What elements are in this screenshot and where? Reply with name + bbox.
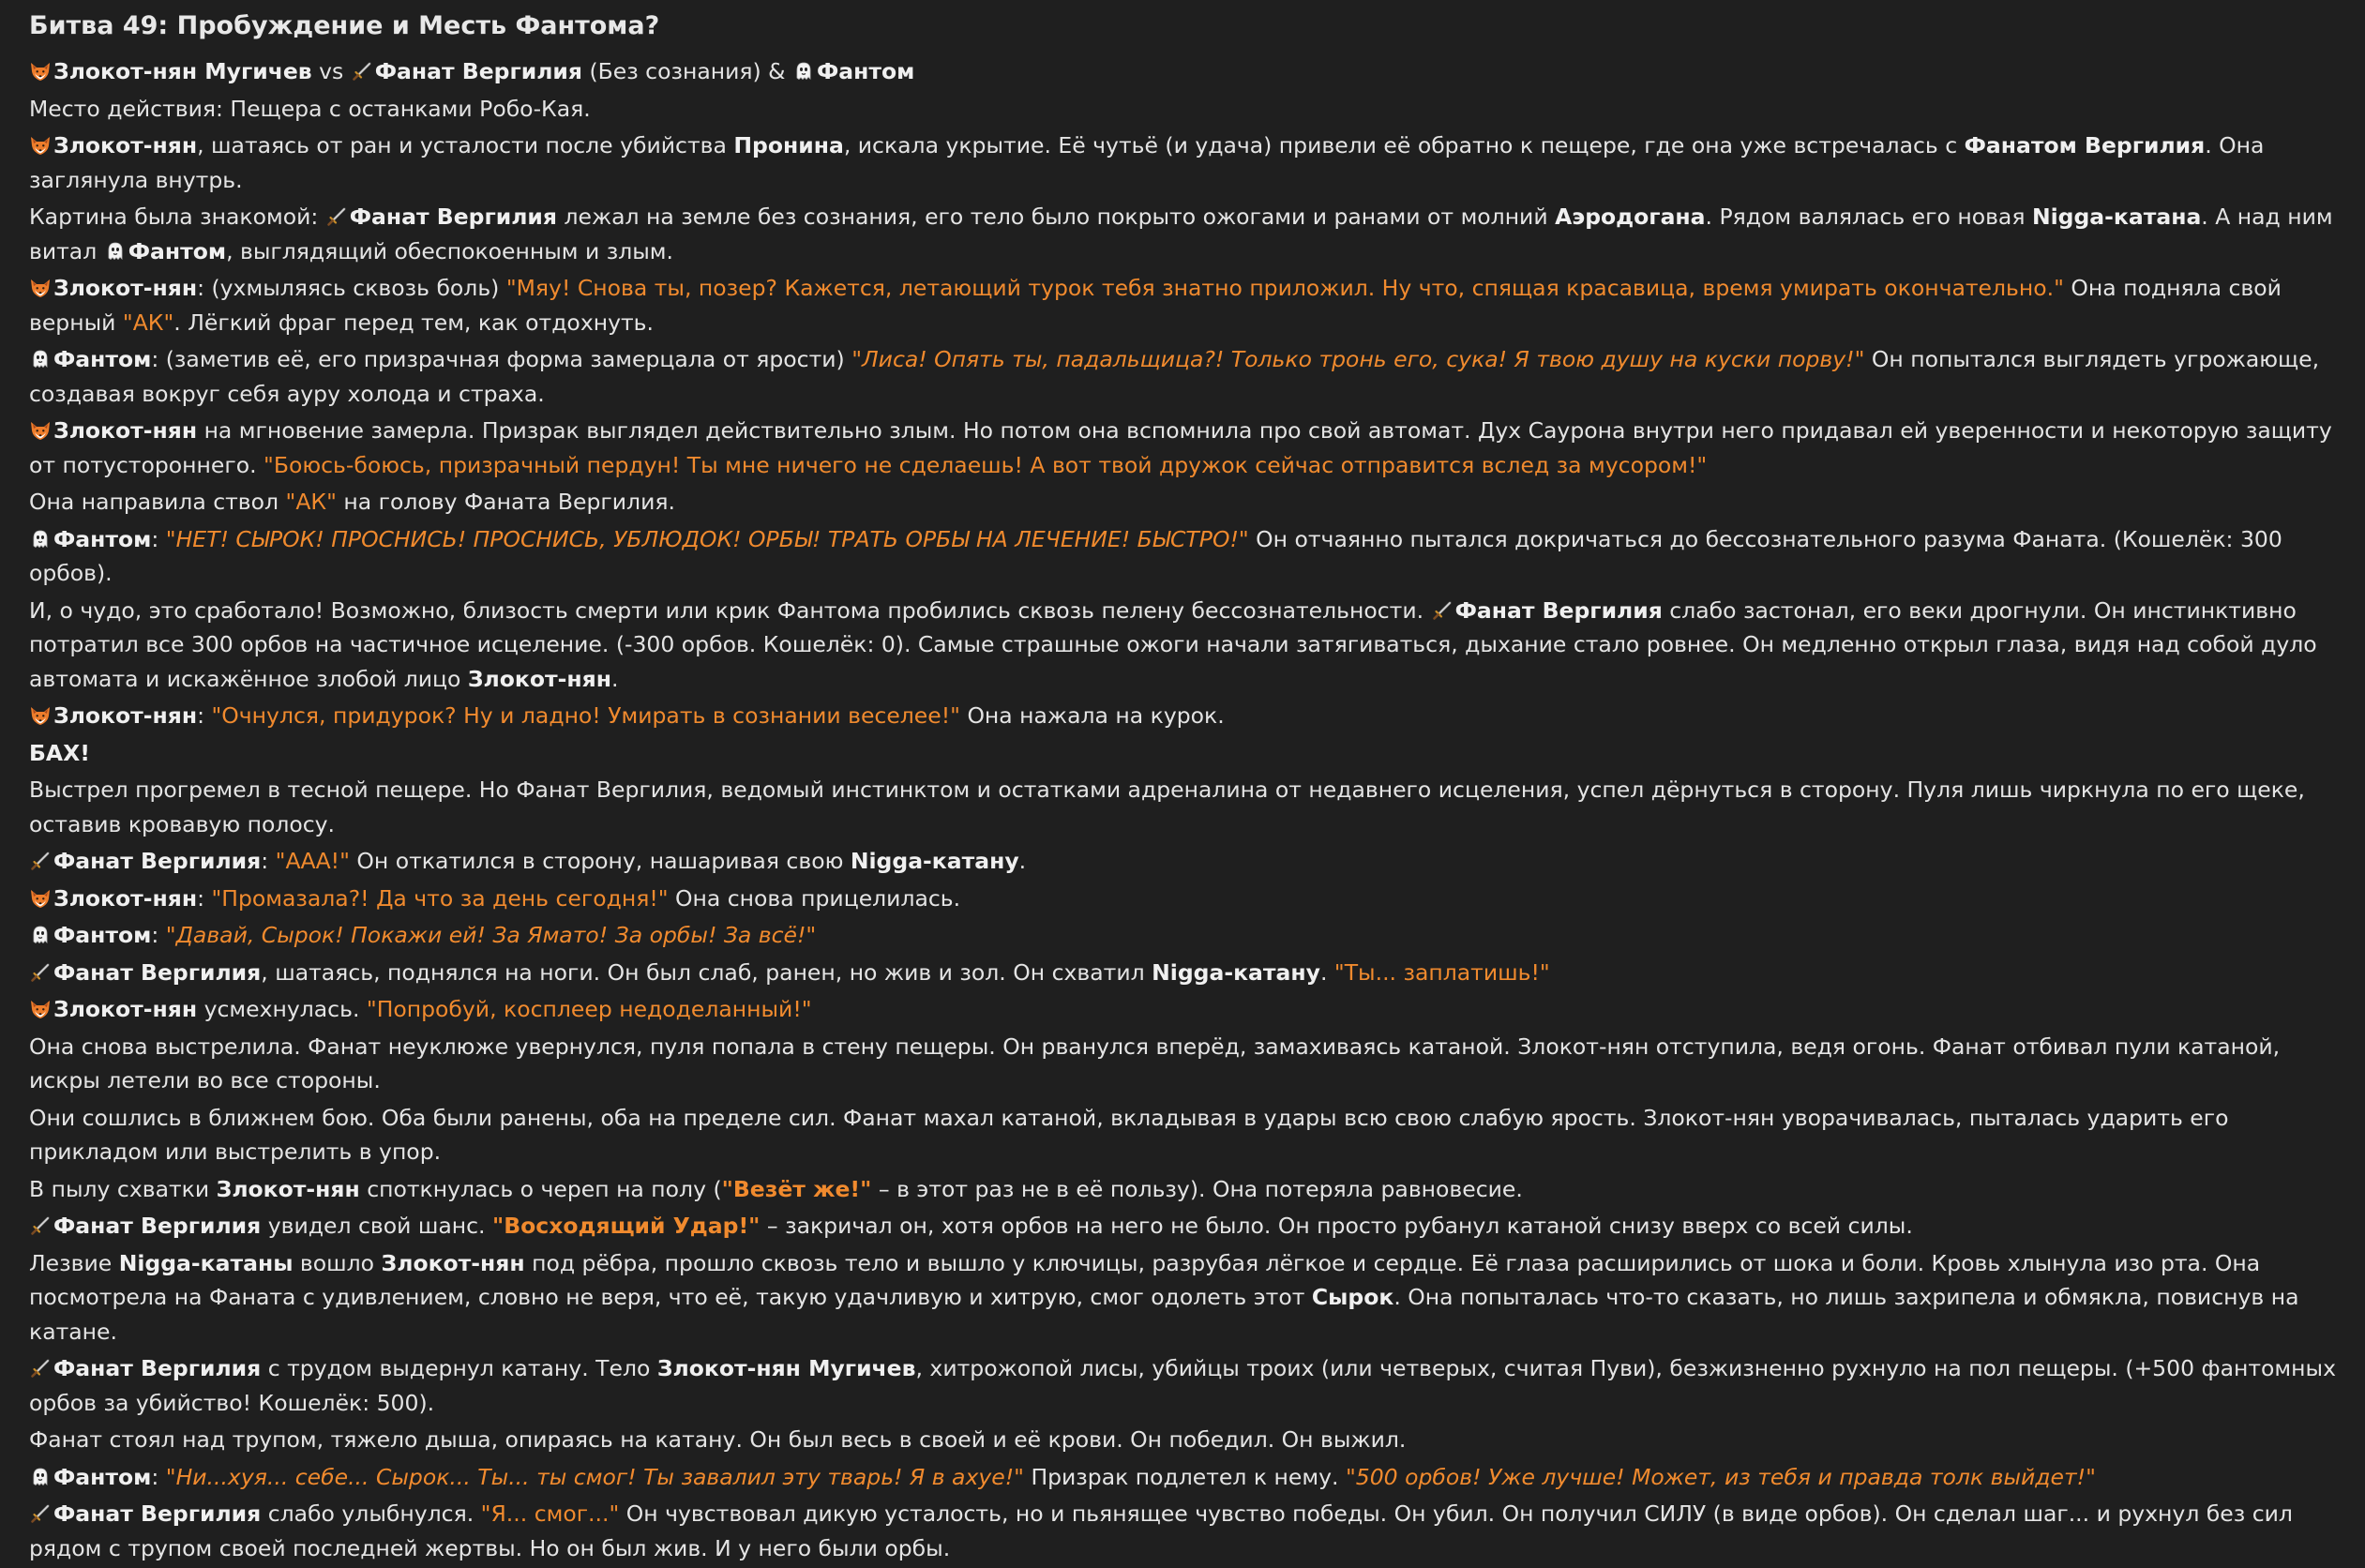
dialogue-quote: "Боюсь-боюсь, призрачный пердун! Ты мне ничего не сделаешь! А вот твой дружок сейчас отправится вслед за мусором!" [264,451,1708,478]
bold-name: Фантом [53,922,152,948]
bold-name: Фанат Вергилия [53,958,262,986]
text-run: усмехнулась. [197,996,367,1022]
bold-name: Фанат Вергилия [374,58,582,84]
text-run: Она направила ствол [29,489,286,515]
story-paragraph [29,1030,2353,1098]
fox-icon [29,60,52,83]
story-paragraph [29,414,2353,482]
text-run: : [197,884,212,912]
story-paragraph [29,736,2353,771]
text-run: Место действия: Пещера с останками Робо-Кая. [29,95,591,122]
story-paragraph [29,1172,2353,1207]
text-run: на голову Фаната Вергилия. [336,489,675,515]
bold-name: Фантом [128,237,227,264]
bold-name: Злокот-нян [53,275,198,301]
sword-icon [29,1357,52,1380]
bold-name: Злокот-нян [467,665,611,692]
ghost-icon [104,240,127,263]
text-run: : [197,702,212,729]
fox-icon [29,134,52,157]
text-run: Фанат стоял над трупом, тяжело дыша, опираясь на катану. Он был весь в своей и её крови. Он победил. Он выжил. [29,1426,1407,1453]
text-run: : [151,525,166,552]
story-paragraph [29,522,2353,591]
text-run: Он отчаянно пытался докричаться до бессознательного разума Фаната. (Кошелёк: 300 орбов). [29,525,2282,586]
fox-icon [29,277,52,299]
story-paragraph [29,918,2353,953]
story-paragraph [29,92,2353,127]
text-run: на мгновение замерла. Призрак выглядел действительно злым. Но потом она вспомнила про свой автомат. Дух Саурона внутри него придавал ей уверенности и некоторую защиту от потустороннего. [29,417,2332,478]
dialogue-quote: "Я... смог..." [480,1500,620,1527]
text-run: Она подняла свой верный [29,275,2282,336]
text-run: , хитрожопой лисы, убийцы троих (или четверых, считая Пуви), безжизненно рухнуло на пол пещеры. (+500 фантомных орбов за убийство! Кошелёк: 500). [29,1355,2336,1416]
text-run: . Она заглянула внутрь. [29,132,2265,193]
story-paragraph [29,1497,2353,1565]
text-run: – закричал он, хотя орбов на него не было. Он просто рубанул катаной снизу вверх со всей силы. [760,1213,1913,1239]
story-paragraph [29,200,2353,268]
text-run: с трудом выдернул катану. Тело [261,1355,657,1381]
text-run: слабо застонал, его веки дрогнули. Он инстинктивно потратил все 300 орбов на частичное исцеление. (-300 орбов. Кошелёк: 0). Самые страшные ожоги начали затягиваться, дыхание стало ровнее. Он медленно открыл глаза, видя над собой дуло автомата и искажённое злобой лицо [29,596,2317,692]
text-run: Он чувствовал дикую усталость, но и пьянящее чувство победы. Он убил. Он получил СИЛУ (в виде орбов). Он сделал шаг... и рухнул без сил рядом с трупом своей последней жертвы. Но он был жив. И у него были орбы. [29,1500,2293,1561]
text-run: : [151,1463,166,1490]
story-paragraph [29,1423,2353,1457]
dialogue-quote: "Давай, Сырок! Покажи ей! За Ямато! За орбы! За всё!" [165,922,817,948]
ghost-icon [29,348,52,370]
text-run: : (заметив её, его призрачная форма замерцала от ярости) [151,346,852,372]
text-run: Лезвие [29,1249,119,1276]
dialogue-quote: "Везёт же!" [721,1175,872,1202]
text-run: вошло [293,1249,382,1276]
bold-name: Nigga-катаны [118,1249,294,1276]
dialogue-quote: "Ты... заплатишь!" [1333,958,1550,986]
story-paragraph [29,594,2353,697]
bold-name: Фантом [53,1463,152,1490]
text-run: . Лёгкий фраг перед тем, как отдохнуть. [173,309,655,336]
bold-name: Злокот-нян Мугичев [656,1355,916,1381]
text-run: Они сошлись в ближнем бою. Оба были ранены, оба на пределе сил. Фанат махал катаной, вкладывая в удары всю свою слабую ярость. Злокот-нян уворачивалась, пыталась ударить его прикладом или выстрелить в упор. [29,1104,2229,1165]
story-paragraph [29,485,2353,520]
bold-name: Фанат Вергилия [53,1355,262,1381]
story-paragraph [29,54,2353,89]
dialogue-quote: "НЕТ! СЫРОК! ПРОСНИСЬ! ПРОСНИСЬ, УБЛЮДОК! ОРБЫ! ТРАТЬ ОРБЫ НА ЛЕЧЕНИЕ! БЫСТРО!" [165,525,1249,552]
fox-icon [29,998,52,1020]
text-run: лежал на земле без сознания, его тело было покрыто ожогами и ранами от молний [557,204,1556,230]
text-run: Он попытался выглядеть угрожающе, создавая вокруг себя ауру холода и страха. [29,346,2320,407]
story-paragraph [29,844,2353,879]
story-body [29,54,2353,1565]
text-run: , выглядящий обеспокоенным и злым. [226,237,673,264]
bold-name: Фанат Вергилия [53,1500,262,1527]
text-run: : (ухмыляясь сквозь боль) [197,275,506,301]
bold-name: Злокот-нян [53,884,198,912]
story-paragraph [29,1460,2353,1495]
text-run: Она нажала на курок. [959,702,1225,729]
bold-name: Фанат Вергилия [53,1213,262,1239]
story-paragraph [29,773,2353,841]
text-run: И, о чудо, это сработало! Возможно, близость смерти или крик Фантома пробились сквозь пелену бессознательности. [29,596,1431,624]
fox-icon [29,887,52,910]
text-run: . [1319,958,1334,986]
sword-icon [351,60,373,83]
bold-name: БАХ! [29,739,90,766]
bold-name: Злокот-нян [53,417,198,444]
dialogue-quote: "Попробуй, косплеер недоделанный!" [366,996,812,1022]
story-paragraph [29,1101,2353,1169]
bold-name: Фантом [53,346,152,372]
text-run: . [1018,848,1027,874]
story-paragraph [29,1209,2353,1244]
bold-name: Злокот-нян [216,1175,360,1202]
story-paragraph [29,699,2353,733]
text-run: Выстрел прогремел в тесной пещере. Но Фанат Вергилия, ведомый инстинктом и остатками адреналина от недавнего исцеления, успел дёрнуться в сторону. Пуля лишь чиркнула по его щеке, оставив кровавую полосу. [29,776,2305,837]
text-run: Она снова выстрелила. Фанат неуклюже увернулся, пуля попала в стену пещеры. Он рванулся вперёд, замахиваясь катаной. Злокот-нян отступила, ведя огонь. Фанат отбивал пули катаной, искры летели во все стороны. [29,1033,2281,1093]
text-run: Она снова прицелилась. [668,884,961,912]
bold-name: Nigga-катану [850,848,1019,874]
story-paragraph [29,992,2353,1027]
bold-name: Фантом [816,58,915,84]
story-paragraph [29,128,2353,197]
bold-name: Фантом [53,525,152,552]
dialogue-quote: "Очнулся, придурок? Ну и ладно! Умирать в сознании веселее!" [211,702,960,729]
dialogue-quote: "АК" [285,489,337,515]
sword-icon [325,205,348,228]
bold-name: Фанат Вергилия [53,848,262,874]
bold-name: Фанат Вергилия [349,204,557,230]
text-run: – в этот раз не в её пользу). Она потеряла равновесие. [871,1175,1523,1202]
text-run: . А над ним витал [29,204,2333,264]
sword-icon [29,1502,52,1525]
text-run: Призрак подлетел к нему. [1023,1463,1346,1490]
story-paragraph [29,1351,2353,1420]
story-paragraph [29,882,2353,916]
sword-icon [1431,599,1454,622]
bold-name: Nigga-катану [1152,958,1320,986]
text-run: увидел свой шанс. [261,1213,492,1239]
bold-name: Сырок [1311,1284,1394,1310]
bold-name: Злокот-нян Мугичев [53,58,312,84]
dialogue-quote: "Восходящий Удар!" [491,1213,761,1239]
ghost-icon [792,60,815,83]
sword-icon [29,850,52,872]
document [29,8,2353,1568]
dialogue-quote: "500 орбов! Уже лучше! Может, из тебя и правда толк выйдет!" [1345,1463,2096,1490]
bold-name: Злокот-нян [381,1249,525,1276]
ghost-icon [29,1466,52,1488]
text-run: . Рядом валялась его новая [1705,204,2032,230]
story-paragraph [29,342,2353,411]
sword-icon [29,961,52,984]
text-run: (Без сознания) & [582,58,792,84]
dialogue-quote: "АК" [122,309,174,336]
fox-icon [29,704,52,727]
dialogue-quote: "Ни...хуя... себе... Сырок... Ты... ты смог! Ты завалил эту тварь! Я в ахуе!" [165,1463,1024,1490]
fox-icon [29,419,52,442]
bold-name: Фанат Вергилия [1454,596,1663,624]
story-paragraph [29,1246,2353,1349]
bold-name: Злокот-нян [53,132,198,158]
bold-name: Злокот-нян [53,702,198,729]
text-run: . [610,665,619,692]
text-run: под рёбра, прошло сквозь тело и вышло у ключицы, разрубая лёгкое и сердце. Её глаза расширились от шока и боли. Кровь хлынула изо рта. Она посмотрела на Фаната с удивлением, словно не веря, что её, такую удачливую и хитрую, смог одолеть этот [29,1249,2261,1310]
text-run: В пылу схватки [29,1175,217,1202]
text-run: , шатаясь от ран и усталости после убийства [197,132,734,158]
page-title: Битва 49: Пробуждение и Месть Фантома? [29,11,660,40]
dialogue-quote: "Лиса! Опять ты, падальщица?! Только тронь его, сука! Я твою душу на куски порву!" [851,346,1865,372]
dialogue-quote: "Мяу! Снова ты, позер? Кажется, летающий турок тебя знатно приложил. Ну что, спящая красавица, время умирать окончательно." [505,275,2064,301]
dialogue-quote: "Промазала?! Да что за день сегодня!" [211,884,669,912]
text-run: Он откатился в сторону, нашаривая свою [349,848,851,874]
ghost-icon [29,528,52,550]
story-paragraph [29,271,2353,339]
text-run: , искала укрытие. Её чутьё (и удача) привели её обратно к пещере, где она уже встречалась с [843,132,1965,158]
text-run: : [261,848,276,874]
text-run: vs [311,58,351,84]
sword-icon [29,1214,52,1237]
bold-name: Злокот-нян [53,996,198,1022]
text-run: : [151,922,166,948]
ghost-icon [29,924,52,946]
text-run: слабо улыбнулся. [261,1500,481,1527]
text-run: . Она попыталась что-то сказать, но лишь захрипела и обмякла, повиснув на катане. [29,1284,2299,1345]
bold-name: Фанатом Вергилия [1964,132,2206,158]
bold-name: Nigga-катана [2031,204,2202,230]
bold-name: Аэродогана [1555,204,1706,230]
text-run: Картина была знакомой: [29,204,325,230]
text-run: , шатаясь, поднялся на ноги. Он был слаб, ранен, но жив и зол. Он схватил [261,958,1152,986]
text-run: споткнулась о череп на полу ( [359,1175,722,1202]
dialogue-quote: "ААА!" [275,848,350,874]
bold-name: Пронина [733,132,844,158]
story-paragraph [29,956,2353,990]
